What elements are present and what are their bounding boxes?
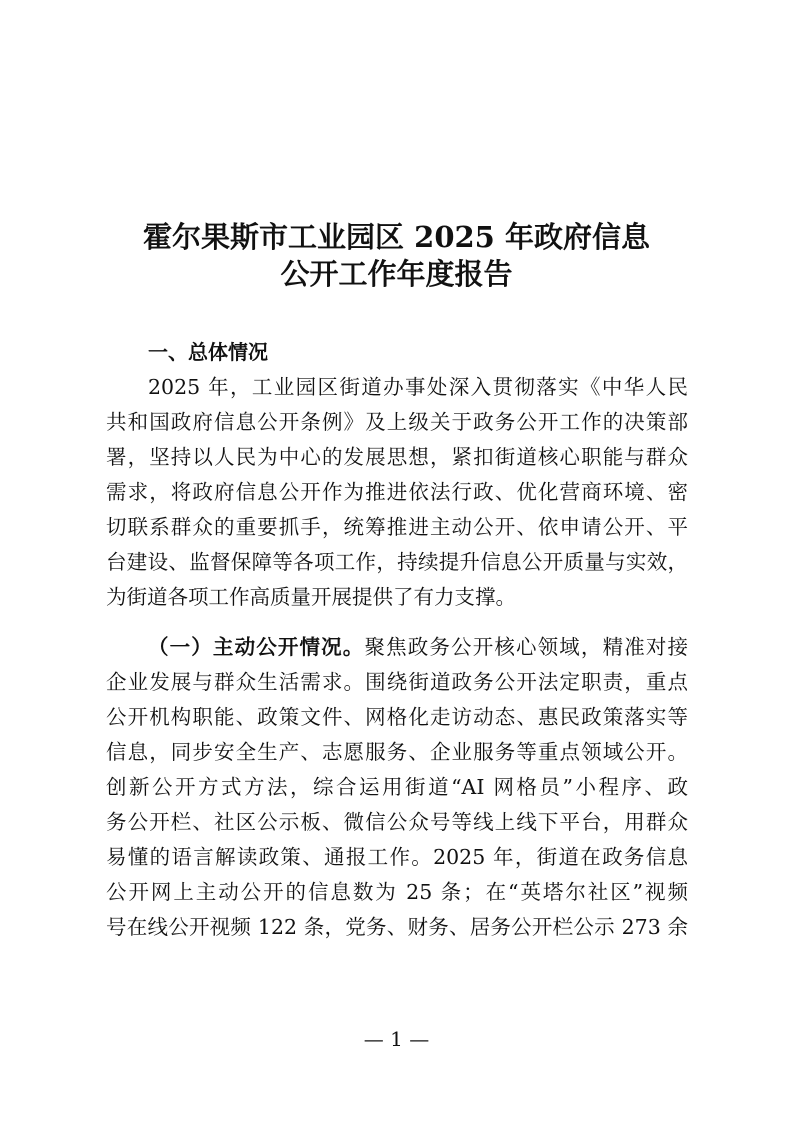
paragraph-line: 易懂的语言解读政策、通报工作。2025 年，街道在政务信息 xyxy=(106,845,688,869)
subsection-first-line xyxy=(148,633,688,661)
paragraph-line: 公开机构职能、政策文件、网格化走访动态、惠民政策落实等 xyxy=(106,705,688,729)
paragraph-line: 公开网上主动公开的信息数为 25 条；在“英塔尔社区”视频 xyxy=(106,880,688,904)
paragraph-line: 信息，同步安全生产、志愿服务、企业服务等重点领域公开。 xyxy=(106,740,688,764)
paragraph-line: 企业发展与群众生活需求。围绕街道政务公开法定职责，重点 xyxy=(106,670,688,694)
paragraph-line: 台建设、监督保障等各项工作，持续提升信息公开质量与实效， xyxy=(106,550,688,574)
paragraph-line: 号在线公开视频 122 条，党务、财务、居务公开栏公示 273 余 xyxy=(106,915,688,939)
subsection-first-line-text: 聚焦政务公开核心领域，精准对接 xyxy=(364,635,689,659)
paragraph-line: 需求，将政府信息公开作为推进依法行政、优化营商环境、密 xyxy=(106,480,688,504)
paragraph-line: 为街道各项工作高质量开展提供了有力支撑。 xyxy=(106,585,516,609)
page-number: — 1 — xyxy=(363,1027,430,1051)
paragraph-line: 务公开栏、社区公示板、微信公众号等线上线下平台，用群众 xyxy=(106,810,688,834)
paragraph-line: 创新公开方式方法，综合运用街道“AI 网格员”小程序、政 xyxy=(106,775,688,799)
paragraph-line: 署，坚持以人民为中心的发展思想，紧扣街道核心职能与群众 xyxy=(106,445,688,469)
subsection-heading-active-disclosure: （一）主动公开情况。 xyxy=(148,635,365,659)
report-title-line-2: 公开工作年度报告 xyxy=(280,257,513,291)
paragraph-line: 切联系群众的重要抓手，统筹推进主动公开、依申请公开、平 xyxy=(106,515,688,539)
paragraph-line: 共和国政府信息公开条例》及上级关于政务公开工作的决策部 xyxy=(106,410,688,434)
paragraph-line: 2025 年，工业园区街道办事处深入贯彻落实《中华人民 xyxy=(148,375,688,399)
report-title-line-1: 霍尔果斯市工业园区 2025 年政府信息 xyxy=(143,220,650,254)
section-heading-overview: 一、总体情况 xyxy=(148,340,268,364)
